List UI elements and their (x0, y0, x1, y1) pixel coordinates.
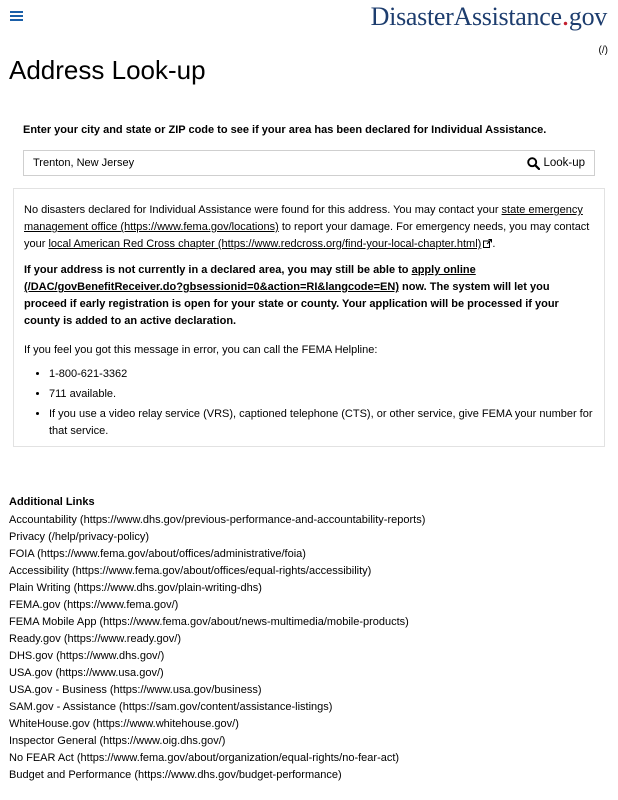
state-emergency-office-link[interactable]: state emergency management office (https://www.fema.gov/locations) (24, 204, 583, 233)
additional-links-heading: Additional Links (9, 496, 95, 508)
helpline-list (24, 366, 594, 440)
footer-link[interactable]: USA.gov - Business (https://www.usa.gov/business) (9, 684, 262, 696)
footer-link[interactable]: DHS.gov (https://www.dhs.gov/) (9, 650, 165, 662)
footer-link[interactable]: Budget and Performance (https://www.dhs.gov/budget-performance) (9, 769, 342, 781)
search-icon (527, 157, 540, 170)
logo-word-gov: gov (568, 2, 607, 31)
address-input[interactable]: Trenton, New Jersey (33, 157, 135, 169)
result-text: . (492, 238, 496, 250)
footer-link[interactable]: SAM.gov - Assistance (https://sam.gov/content/assistance-listings) (9, 701, 333, 713)
helpline-intro: If you feel you got this message in error, you can call the FEMA Helpline: (24, 344, 378, 356)
home-link[interactable]: (/) (598, 45, 608, 56)
footer-link[interactable]: USA.gov (https://www.usa.gov/) (9, 667, 164, 679)
footer-link[interactable]: Privacy (/help/privacy-policy) (9, 531, 149, 543)
result-text: to report your damage. For emergency needs, you may contact your (24, 221, 590, 250)
logo-word-assistance: Assistance (453, 2, 562, 31)
page-title: Address Look-up (9, 55, 206, 85)
search-prompt: Enter your city and state or ZIP code to see if your area has been declared for Individual Assistance. (23, 124, 547, 136)
footer-link[interactable]: WhiteHouse.gov (https://www.whitehouse.gov/) (9, 718, 239, 730)
lookup-result-panel (13, 188, 605, 447)
additional-links-section (9, 494, 425, 784)
menu-icon[interactable] (10, 11, 23, 21)
address-search-box (23, 150, 595, 176)
footer-link[interactable]: Accountability (https://www.dhs.gov/previous-performance-and-accountability-reports) (9, 514, 426, 526)
apply-online-message (24, 262, 594, 330)
apply-online-link[interactable]: apply online (/DAC/govBenefitReceiver.do?gbsessionid=0&action=RI&langcode=EN) (24, 264, 476, 293)
footer-link[interactable]: FOIA (https://www.fema.gov/about/offices/administrative/foia) (9, 548, 306, 560)
result-text: No disasters declared for Individual Assistance were found for this address. You may contact your (24, 204, 502, 216)
list-item: • 1-800-621-3362 (49, 366, 594, 383)
list-item: • If you use a video relay service (VRS), captioned telephone (CTS), or other service, give FEMA your number for that service. (49, 406, 594, 440)
footer-link[interactable]: Plain Writing (https://www.dhs.gov/plain-writing-dhs) (9, 582, 262, 594)
lookup-button-label: Look-up (543, 157, 585, 169)
footer-link[interactable]: FEMA Mobile App (https://www.fema.gov/about/news-multimedia/mobile-products) (9, 616, 409, 628)
footer-link[interactable]: Accessibility (https://www.fema.gov/about/offices/equal-rights/accessibility) (9, 565, 372, 577)
result-text: now. The system will let you proceed if early registration is open for your state or county. Your application will be processed if your county is added to an active declaration. (24, 281, 559, 327)
result-message (24, 202, 594, 253)
footer-link[interactable]: No FEAR Act (https://www.fema.gov/about/organization/equal-rights/no-fear-act) (9, 752, 400, 764)
footer-link[interactable]: Ready.gov (https://www.ready.gov/) (9, 633, 181, 645)
list-item: • 711 available. (49, 386, 594, 403)
logo-dot: . (561, 0, 569, 32)
lookup-button[interactable] (527, 157, 594, 170)
result-text: If your address is not currently in a declared area, you may still be able to (24, 264, 412, 276)
red-cross-chapter-link[interactable]: local American Red Cross chapter (https://www.redcross.org/find-your-local-chapter.html) (48, 238, 482, 250)
footer-link[interactable]: Inspector General (https://www.oig.dhs.gov/) (9, 735, 226, 747)
site-logo[interactable] (371, 2, 607, 32)
external-link-icon (483, 239, 492, 248)
footer-link[interactable]: FEMA.gov (https://www.fema.gov/) (9, 599, 179, 611)
logo-word-disaster: Disaster (370, 2, 454, 31)
